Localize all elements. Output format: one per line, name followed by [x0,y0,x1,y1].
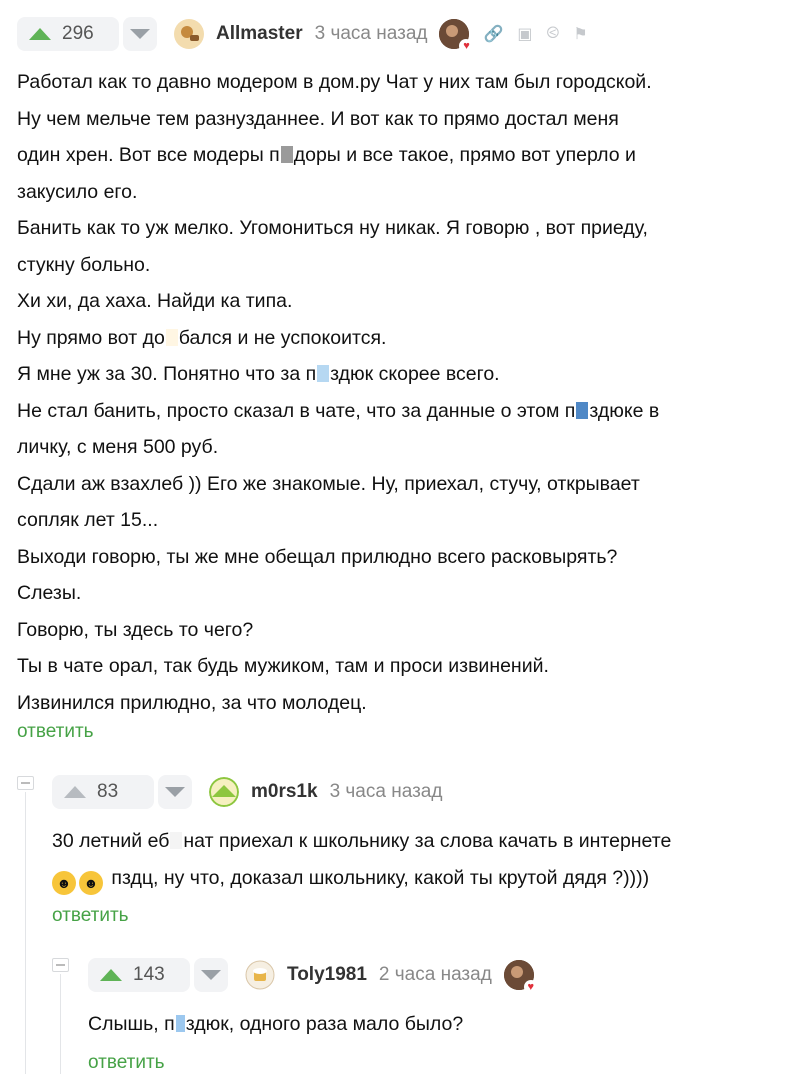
censor-block [176,1015,185,1032]
censor-block [166,329,178,346]
comment-line: Извинился прилюдно, за что молодец. [17,691,367,714]
censor-block [170,832,182,849]
comment-line: личку, с меня 500 руб. [17,436,219,458]
comment-line: Работал как то давно модером в дом.ру Чат у них там был городской. [17,71,652,93]
flag-icon[interactable]: ⚑ [573,26,588,43]
comment-line: Ты в чате орал, так будь мужиком, там и проси извинений. [17,655,549,677]
comment-line: закусило его. [17,180,138,203]
comment-body [17,64,797,721]
username[interactable]: Toly1981 [287,964,367,985]
comment-body [88,1006,788,1043]
comment-line: сопляк лет 15... [17,509,159,531]
upvote-icon[interactable] [29,28,51,40]
username[interactable]: m0rs1k [251,781,318,802]
comment-line: Ну прямо вот до бался и не успокоится. [17,326,387,349]
reply-link[interactable]: ответить [17,721,94,742]
comment-line: Банить как то уж мелко. Угомониться ну никак. Я говорю , вот приеду, [17,217,648,239]
rating-count: 296 [62,23,94,44]
comment-line: Я мне уж за 30. Понятно что за п здюк скорее всего. [17,363,500,385]
save-icon[interactable]: ▣ [517,26,533,43]
downvote-icon [165,787,185,797]
avatar[interactable] [245,960,275,990]
username[interactable]: Allmaster [216,23,303,44]
comment-line: Говорю, ты здесь то чего? [17,618,254,641]
downvote-button[interactable] [194,958,228,992]
comment-line: Не стал банить, просто сказал в чате, что за данные о этом п здюке в [17,399,660,422]
comment-line: Выходи говорю, ты же мне обещал прилюдно всего расковырять? [17,545,618,568]
rating-count: 83 [97,781,119,802]
comment-line: Ну чем мельче тем разнузданнее. И вот как то прямо достал меня [17,107,619,130]
timestamp[interactable]: 3 часа назад [314,23,428,44]
upvote-icon[interactable] [100,969,122,981]
censor-block [317,365,329,382]
downvote-button[interactable] [158,775,192,809]
collapse-toggle[interactable] [52,958,69,972]
collapse-toggle[interactable] [17,776,34,790]
comment-line: Слышь, п здюк, одного раза мало было? [88,1013,464,1035]
timestamp[interactable]: 3 часа назад [329,781,443,802]
comment-line: Хи хи, да хаха. Найди ка типа. [17,290,293,312]
share-icon[interactable]: ⧀ [546,25,560,42]
rating-count: 143 [133,964,165,985]
reply-link[interactable]: ответить [88,1052,165,1073]
link-icon[interactable]: 🔗 [483,26,504,43]
rating-box [52,775,154,809]
comment-line: стукну больно. [17,253,151,276]
reply-link[interactable]: ответить [52,905,129,926]
avatar[interactable] [174,19,204,49]
downvote-button[interactable] [123,17,157,51]
comment-line: один хрен. Вот все модеры п доры и все такое, прямо вот уперло и [17,144,636,166]
rofl-emoji-icon: ☻ [79,871,103,895]
comment-header [17,17,588,51]
comment-line: 30 летний еб нат приехал к школьнику за слова качать в интернете [52,830,672,852]
comment-body [52,823,797,896]
downvote-icon [201,970,221,980]
rating-box [88,958,190,992]
heart-icon: ♥ [459,39,473,53]
avatar[interactable] [209,777,239,807]
avatar[interactable] [504,960,535,993]
rating-box [17,17,119,51]
heart-icon: ♥ [524,980,538,994]
comment-header [88,958,534,992]
thread-line [60,974,61,1074]
thread-line [25,792,26,1074]
avatar[interactable] [439,19,470,52]
rofl-emoji-icon: ☻ [52,871,76,895]
censor-block [281,146,293,163]
comment-line: ☻ ☻ пздц, ну что, доказал школьнику, какой ты крутой дядя ?)))) [52,860,797,897]
comment-line: Сдали аж взахлеб )) Его же знакомые. Ну, приехал, стучу, открывает [17,472,640,495]
comment-line: Слезы. [17,582,82,604]
censor-block [576,402,588,419]
comment-header [52,775,442,809]
upvote-icon[interactable] [64,786,86,798]
downvote-icon [130,29,150,39]
timestamp[interactable]: 2 часа назад [378,964,492,985]
